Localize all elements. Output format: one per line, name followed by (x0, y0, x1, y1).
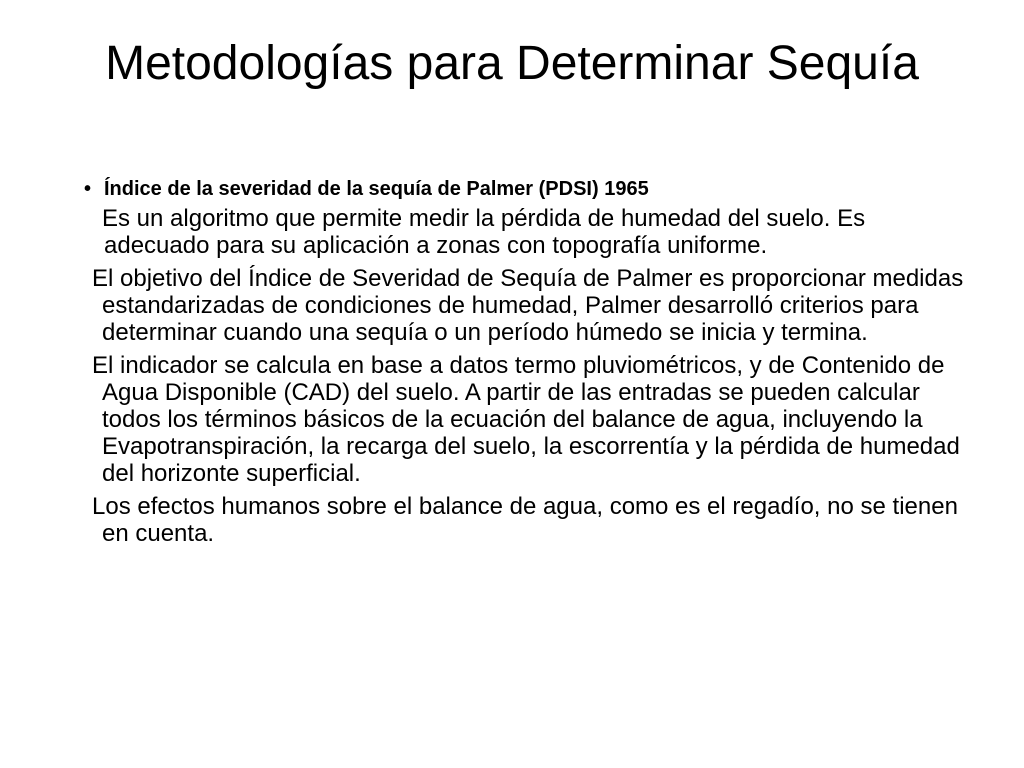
paragraph-human-effects: Los efectos humanos sobre el balance de agua, como es el regadío, no se tienen en cuenta. (92, 493, 958, 547)
bullet-heading: Índice de la severidad de la sequía de Palmer (PDSI) 1965 (104, 178, 649, 200)
paragraph-calculation: El indicador se calcula en base a datos termo pluviométricos, y de Contenido de Agua Disponible (CAD) del suelo. A partir de las entradas se pueden calcular todos los términos básicos de la ecuación del balance de agua, incluyendo la Evapotranspiración, la recarga del suelo, la escorrentía y la pérdida de humedad del horizonte superficial. (92, 352, 960, 487)
paragraph-definition-text: Es un algoritmo que permite medir la pérdida de humedad del suelo. Es adecuado para su aplicación a zonas con topografía uniforme. (102, 205, 866, 259)
slide-body (84, 176, 974, 547)
paragraph-objective: El objetivo del Índice de Severidad de Sequía de Palmer es proporcionar medidas estandarizadas de condiciones de humedad, Palmer desarrolló criterios para determinar cuando una sequía o un período húmedo se inicia y termina. (92, 265, 964, 346)
paragraph-definition (84, 205, 974, 259)
bullet-item (84, 176, 974, 203)
slide-title: Metodologías para Determinar Sequía (105, 37, 919, 90)
bullet-marker: • (84, 178, 92, 200)
